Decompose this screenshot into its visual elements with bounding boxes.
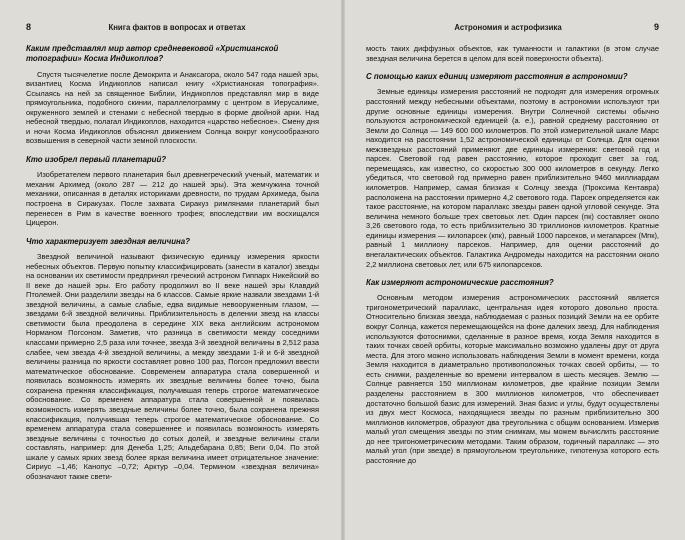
question-heading: Каким представлял мир автор средневековой «Христианской топографии» Косма Индикоплов? (26, 44, 279, 64)
body-paragraph-continued: мость таких диффузных объектов, как туманности и галактики (в этом случае звездная величина берется в целом для всей поверхности объекта). (366, 44, 659, 63)
left-running-head (26, 22, 319, 32)
left-page (0, 0, 341, 540)
right-page (344, 0, 685, 540)
left-page-number: 8 (26, 22, 32, 32)
body-paragraph: Спустя тысячелетие после Демокрита и Анаксагора, около 547 года нашей эры, византиец Косма Индикоплов написал книгу «Христианская топография». Ссылаясь на ней за священное Библии, Индикоплов представлял мир в виде прямоугольника, подобного скинии, параллелограмму с центром в Иерусалиме, окруженного землей и стенами с небесной твердью в форме двойной арки. Над небесной твердью, полагал Индикоплов, находится «царство небесное». Смену дня и ночи Косма Индикоплов объяснял движением Солнца вокруг конусообразного возвышения в северной части земной плоскости. (26, 69, 319, 146)
question-heading: Что характеризует звездная величина? (26, 236, 190, 246)
question-heading: Кто изобрел первый планетарий? (26, 155, 167, 165)
question-heading: С помощью каких единиц измеряют расстояния в астрономии? (366, 72, 628, 82)
body-paragraph: Изобретателем первого планетария был древнегреческий ученый, математик и механик Архимед (около 287 — 212 до нашей эры). Эта жемчужина точной механики, описанная в деталях историками древности, по трудам Архимеда, была построена в Сиракузах. После захвата Сиракуз римлянами планетарий был перенесен в Рим в качестве военного трофея; впоследствии им восхищался Цицерон. (26, 170, 319, 228)
right-running-head (366, 22, 659, 32)
body-paragraph: Основным методом измерения астрономических расстояний является тригонометрический параллакс, центральная идея которого довольно проста. Относительно близкая звезда, наблюдаемая с разных позиций Земли на ее орбите вокруг Солнца, кажется перемещающейся на фоне далеких звезд. Для наблюдения используются фотоснимки, сделанные в разное время, когда Земля находится в таких точках своей орбиты, которые максимально возможно удалены друг от друга места. Для этого можно использовать наблюдения Земли в момент времени, когда Земля находится в диаметрально противоположных точках своей орбиты, — то есть снимки, разделенные во времени интервалом в шесть месяцев. Землю — Солнце равняется 150 миллионам километров, две крайние позиции Земли разделены расстоянием в 300 миллионов километров, что обеспечивает достаточно большой базис для измерений. Зная базис и углы, будут осуществлены из двух мест Космоса, находящиеся звезды по разным приблизительно 300 миллионов километров, образуют два треугольника с общим основанием. Измерив малый угол смещения звезды по этим снимкам, мы можем вычислить расстояние до нее тригонометрическим методами. Таким образом, годичный параллакс — это малый угол (при звезде) в прямоугольном треугольнике, гипотенуза которого есть расстояние до (366, 293, 659, 465)
right-page-number: 9 (653, 22, 659, 32)
left-running-head-title: Книга фактов в вопросах и ответах (108, 23, 246, 32)
question-heading: Как измеряют астрономические расстояния? (366, 278, 554, 288)
body-paragraph: Звездной величиной называют физическую единицу измерения яркости небесных объектов. Первую попытку классифицировать (занести в каталог) звезды на основании их светимости предпринял греческий астроном Гиппарх Никейский во II веке до нашей эры. Его работу продолжил во II веке нашей эры Клавдий Птолемей. Они разделили звезды на 6 классов. Самые яркие назвали звездами 1-й звездной величины, а самые слабые, едва видимые невооруженным глазом, — звездами 6-й звездной величины. Приблизительность в делении звезд на классы светимости была преодолена в середине XIX века английским астрономом Норманом Погсоном. Заметив, что разница в светимости между соседними классами примерно 2,5 раза или точнее, звезда 3-й звездной величины в 2,512 раза слабее, чем звезда 4-й звездной величины, а между звездами 1-й и 6-й звездной величины разница по яркости составляет ровно 100 раз, Погсон предложил ввести математическое обоснование. Современем аппаратура стала совершенной и появилась возможность измерять их звездные величины более точно, была сохранена прежняя классификация, получившая теперь строгое математическое обоснование. Со временем аппаратура стала совершенной и появилась возможность измерять звездные величины более точно, была сохранена прежняя классификация, получившая теперь строгое математическое обоснование. Со временем аппаратура стала совершеннее и появилась возможность измерять звездные величины с точностью до сотых долей, и звездные величины стали составлять, например: для Денеба 1,25; Альдебарана 0,85; Веги 0,04. По этой шкале у самых ярких звезд более яркая величина имеет отрицательное значение: Сириус –1,46; Канопус –0,72; Арктур –0,04. Термином «звездная величина» обозначают также свети- (26, 251, 319, 481)
body-paragraph: Земные единицы измерения расстояний не подходят для измерения огромных расстояний между небесными объектами, поэтому в астрономии используют три другие основные единицы измерения. Внутри Солнечной системы обычно пользуются астрономической единицей (а. е.), равной среднему расстоянию от Земли до Солнца — 149 600 000 километров. По этой измерительной шкале Марс находится на расстоянии 1,52 астрономической единицы от Солнца. Для оценки межзвездных расстояний применяют две единицы измерения: световой год и парсек. Световой год равен расстоянию, которое проходит свет за год, перемещаясь, как известно, со скоростью 300 000 километров в секунду. Легко убедиться, что световой год примерно равен приблизительно 9460 миллиардам километров. Например, самая близкая к Солнцу звезда (Проксима Кентавра) расположена на расстоянии примерно 4,2 светового года. Парсек определяется как такое расстояние, на котором параллакс звезды равен одной угловой секунде. Эта величина немного больше трех световых лет. Один парсек (пк) составляет около 3,26 светового года, то есть приблизительно 30 триллионов километров. Кратные единицы измерения — килопарсек (кпк), равный 1000 парсеков, и мегапарсек (Мпк), равный 1 миллиону парсеков. Например, для оценки расстояний до внегалактических объектов. Галактика Андромеды находится на расстоянии около 2,2 миллиона световых лет, или 675 килопарсеков. (366, 87, 659, 269)
right-running-head-title: Астрономия и астрофизика (454, 23, 562, 32)
